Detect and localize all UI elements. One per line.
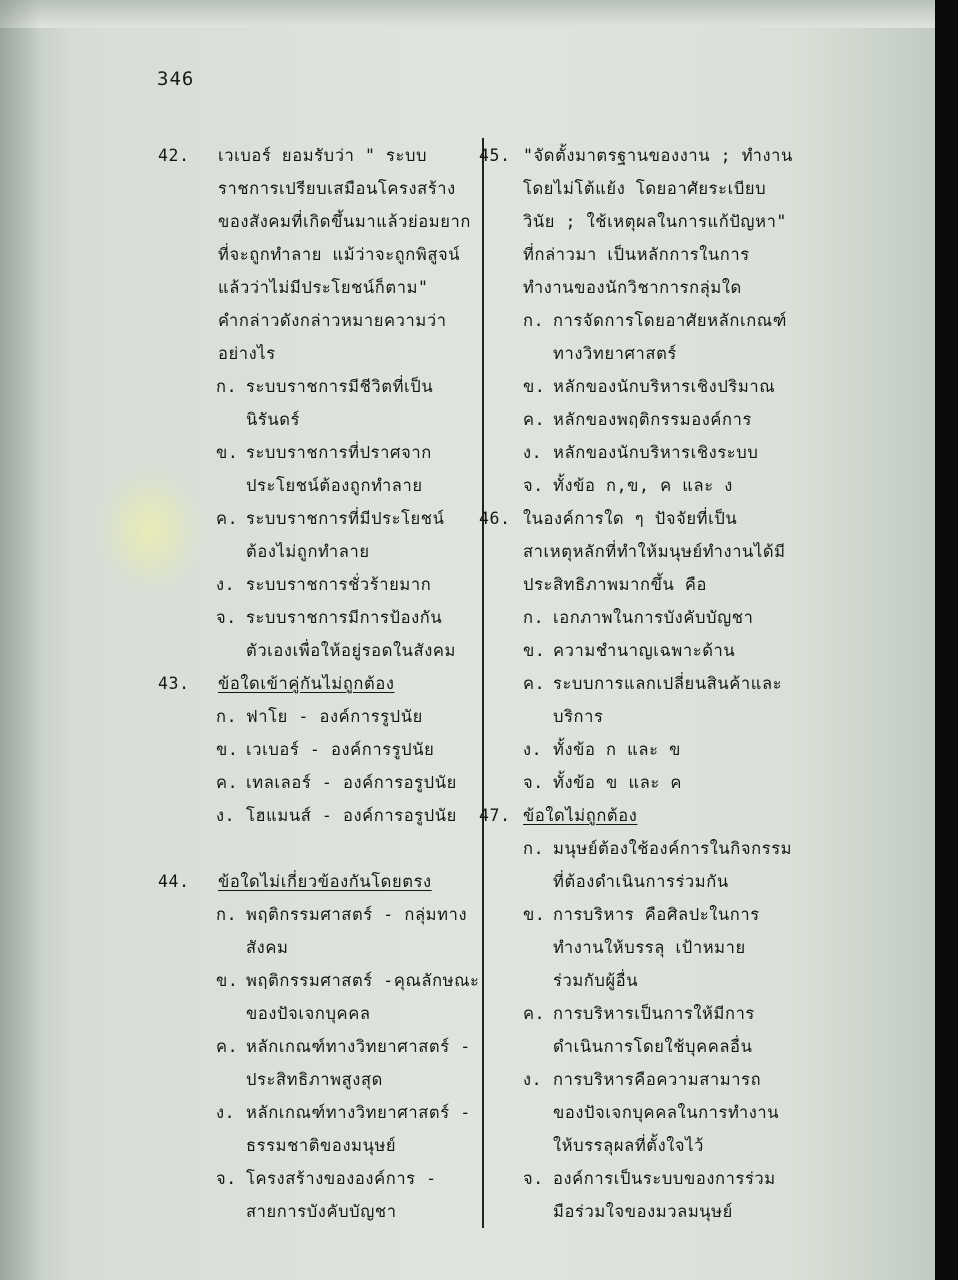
answer-option: [216, 802, 476, 835]
option-text: [553, 1066, 824, 1165]
question-text-line: วินัย ; ใช้เหตุผลในการแก้ปัญหา": [523, 212, 787, 231]
option-text-line: บริการ: [553, 707, 604, 726]
option-text-line: ของปัจเจกบุคคล: [246, 1004, 371, 1023]
option-text-line: ระบบราชการมีการป้องกัน: [246, 608, 443, 627]
question-stem: [523, 505, 824, 604]
blank-line: [158, 835, 476, 868]
option-text-line: ประสิทธิภาพสูงสุด: [246, 1070, 383, 1089]
question-45: [479, 142, 824, 505]
option-label: ข.: [216, 443, 239, 462]
answer-option: [523, 472, 824, 505]
question-text-line: อย่างไร: [218, 344, 276, 363]
answer-option: [523, 637, 824, 670]
question-text-line: เวเบอร์ ยอมรับว่า " ระบบ: [218, 146, 428, 165]
option-label: ค.: [216, 509, 239, 528]
option-text-line: หลักของพฤติกรรมองค์การ: [553, 410, 752, 429]
option-label: ข.: [523, 377, 546, 396]
answer-option: [216, 1165, 476, 1231]
option-text-line: ทั้งข้อ ก และ ข: [553, 740, 682, 759]
option-label: จ.: [523, 773, 544, 792]
question-text-line: ข้อใดไม่ถูกต้อง: [523, 806, 638, 825]
answer-option: [216, 505, 476, 571]
option-text-line: มนุษย์ต้องใช้องค์การในกิจกรรม: [553, 839, 793, 858]
answer-option: [216, 604, 476, 670]
question-42: [158, 142, 476, 670]
option-text-line: หลักเกณฑ์ทางวิทยาศาสตร์ -: [246, 1103, 471, 1122]
question-number: 43.: [158, 674, 190, 693]
option-label: จ.: [216, 1169, 237, 1188]
option-text: [553, 373, 824, 406]
option-text: [246, 802, 476, 835]
right-column: [479, 142, 824, 1231]
question-text-line: ประสิทธิภาพมากขึ้น คือ: [523, 575, 708, 594]
option-text-line: ทำงานให้บรรลุ เป้าหมาย: [553, 938, 746, 957]
option-text-line: ความชำนาญเฉพาะด้าน: [553, 641, 736, 660]
answer-option: [216, 373, 476, 439]
answer-option: [216, 901, 476, 967]
option-text-line: สังคม: [246, 938, 289, 957]
option-text: [553, 769, 824, 802]
option-label: ก.: [216, 905, 238, 924]
answer-option: [523, 1165, 824, 1231]
question-text-line: ที่กล่าวมา เป็นหลักการในการ: [523, 245, 750, 264]
option-text-line: เอกภาพในการบังคับบัญชา: [553, 608, 754, 627]
option-label: ง.: [523, 1070, 543, 1089]
option-text-line: ร่วมกับผู้อื่น: [553, 971, 639, 990]
answer-option: [523, 1000, 824, 1066]
question-number: 46.: [479, 509, 511, 528]
answer-option: [523, 604, 824, 637]
option-text: [246, 604, 476, 670]
option-label: ค.: [523, 1004, 546, 1023]
option-text-line: การบริหาร คือศิลปะในการ: [553, 905, 760, 924]
option-label: ง.: [216, 806, 236, 825]
option-text: [553, 604, 824, 637]
option-label: ข.: [216, 740, 239, 759]
option-text-line: ให้บรรลุผลที่ตั้งใจไว้: [553, 1136, 704, 1155]
option-text-line: การบริหารเป็นการให้มีการ: [553, 1004, 755, 1023]
option-text: [246, 1033, 476, 1099]
question-text-line: "จัดตั้งมาตรฐานของงาน ; ทำงาน: [523, 146, 793, 165]
question-number: 42.: [158, 146, 190, 165]
option-label: ก.: [216, 707, 238, 726]
option-text-line: เวเบอร์ - องค์การรูปนัย: [246, 740, 435, 759]
page-number: 346: [157, 68, 195, 90]
question-46: [479, 505, 824, 802]
option-label: ค.: [523, 674, 546, 693]
option-text-line: พฤติกรรมศาสตร์ -คุณลักษณะ: [246, 971, 480, 990]
answer-option: [523, 901, 824, 1000]
option-label: ค.: [216, 1037, 239, 1056]
option-text: [246, 901, 476, 967]
option-text-line: ระบบราชการที่มีประโยชน์: [246, 509, 445, 528]
option-text-line: สายการบังคับบัญชา: [246, 1202, 397, 1221]
option-text: [553, 637, 824, 670]
answer-option: [523, 439, 824, 472]
question-text-line: คำกล่าวดังกล่าวหมายความว่า: [218, 311, 447, 330]
option-text-line: ต้องไม่ถูกทำลาย: [246, 542, 370, 561]
option-text-line: ทั้งข้อ ก,ข, ค และ ง: [553, 476, 733, 495]
question-number: 45.: [479, 146, 511, 165]
question-text-line: ราชการเปรียบเสมือนโครงสร้าง: [218, 179, 456, 198]
question-47: [479, 802, 824, 1231]
answer-option: [216, 1099, 476, 1165]
question-stem: [523, 142, 824, 307]
option-text-line: ประโยชน์ต้องถูกทำลาย: [246, 476, 423, 495]
option-text: [246, 571, 476, 604]
option-text-line: ระบบการแลกเปลี่ยนสินค้าและ: [553, 674, 783, 693]
option-text: [246, 1099, 476, 1165]
option-label: ก.: [523, 311, 545, 330]
answer-option: [216, 703, 476, 736]
option-text: [246, 1165, 476, 1231]
option-label: จ.: [216, 608, 237, 627]
option-text: [246, 967, 480, 1033]
question-stem: [218, 142, 476, 373]
answer-option: [523, 736, 824, 769]
option-text-line: โครงสร้างขององค์การ -: [246, 1169, 437, 1188]
answer-option: [523, 1066, 824, 1165]
option-text-line: องค์การเป็นระบบของการร่วม: [553, 1169, 776, 1188]
answer-option: [523, 670, 824, 736]
option-text-line: ดำเนินการโดยใช้บุคคลอื่น: [553, 1037, 753, 1056]
option-text-line: ของปัจเจกบุคคลในการทำงาน: [553, 1103, 780, 1122]
option-text: [553, 439, 824, 472]
option-text-line: ระบบราชการมีชีวิตที่เป็น: [246, 377, 434, 396]
option-text-line: ทั้งข้อ ข และ ค: [553, 773, 683, 792]
option-text-line: หลักเกณฑ์ทางวิทยาศาสตร์ -: [246, 1037, 471, 1056]
question-43: [158, 670, 476, 835]
option-text-line: หลักของนักบริหารเชิงปริมาณ: [553, 377, 776, 396]
answer-option: [216, 769, 476, 802]
option-text: [553, 835, 824, 901]
option-text-line: นิรันดร์: [246, 410, 300, 429]
option-text: [553, 1165, 824, 1231]
option-text-line: ที่ต้องดำเนินการร่วมกัน: [553, 872, 729, 891]
option-text-line: ธรรมชาติของมนุษย์: [246, 1136, 397, 1155]
option-text: [246, 769, 476, 802]
option-text: [553, 670, 824, 736]
option-label: จ.: [523, 1169, 544, 1188]
answer-option: [216, 571, 476, 604]
option-text: [553, 736, 824, 769]
option-label: ง.: [523, 740, 543, 759]
answer-option: [523, 835, 824, 901]
question-stem: [218, 670, 476, 703]
question-text-line: ที่จะถูกทำลาย แม้ว่าจะถูกพิสูจน์: [218, 245, 461, 264]
question-number: 44.: [158, 872, 190, 891]
option-label: ก.: [523, 839, 545, 858]
question-text-line: สาเหตุหลักที่ทำให้มนุษย์ทำงานได้มี: [523, 542, 786, 561]
option-text: [553, 472, 824, 505]
option-label: ง.: [216, 575, 236, 594]
option-text: [246, 373, 476, 439]
option-text: [553, 901, 824, 1000]
option-text-line: หลักของนักบริหารเชิงระบบ: [553, 443, 759, 462]
option-text: [553, 1000, 824, 1066]
answer-option: [216, 439, 476, 505]
question-number: 47.: [479, 806, 511, 825]
option-label: ก.: [216, 377, 238, 396]
option-label: ข.: [523, 641, 546, 660]
option-text-line: การจัดการโดยอาศัยหลักเกณฑ์: [553, 311, 787, 330]
question-text-line: ข้อใดไม่เกี่ยวข้องกันโดยตรง: [218, 872, 432, 891]
left-column: [158, 142, 480, 1231]
answer-option: [523, 307, 824, 373]
option-text-line: โฮแมนส์ - องค์การอรูปนัย: [246, 806, 457, 825]
option-label: ก.: [523, 608, 545, 627]
question-text-line: ของสังคมที่เกิดขึ้นมาแล้วย่อมยาก: [218, 212, 471, 231]
question-stem: [523, 802, 824, 835]
option-text-line: ตัวเองเพื่อให้อยู่รอดในสังคม: [246, 641, 456, 660]
option-text: [553, 307, 824, 373]
option-text-line: การบริหารคือความสามารถ: [553, 1070, 762, 1089]
option-text-line: ระบบราชการชั่วร้ายมาก: [246, 575, 432, 594]
option-label: ค.: [523, 410, 546, 429]
answer-option: [216, 967, 480, 1033]
option-text-line: ระบบราชการที่ปราศจาก: [246, 443, 432, 462]
option-text-line: เทลเลอร์ - องค์การอรูปนัย: [246, 773, 457, 792]
option-text-line: ทางวิทยาศาสตร์: [553, 344, 677, 363]
option-text: [246, 736, 476, 769]
option-text-line: ฟาโย - องค์การรูปนัย: [246, 707, 423, 726]
option-text-line: พฤติกรรมศาสตร์ - กลุ่มทาง: [246, 905, 468, 924]
option-label: ง.: [216, 1103, 236, 1122]
option-text: [553, 406, 824, 439]
question-44: [158, 868, 480, 1231]
answer-option: [216, 1033, 476, 1099]
option-text-line: มือร่วมใจของมวลมนุษย์: [553, 1202, 733, 1221]
question-text-line: ข้อใดเข้าคู่กันไม่ถูกต้อง: [218, 674, 395, 693]
option-label: ค.: [216, 773, 239, 792]
option-label: ข.: [523, 905, 546, 924]
question-text-line: แล้วว่าไม่มีประโยชน์ก็ตาม": [218, 278, 429, 297]
answer-option: [523, 373, 824, 406]
answer-option: [523, 406, 824, 439]
option-label: ง.: [523, 443, 543, 462]
answer-option: [523, 769, 824, 802]
option-text: [246, 439, 476, 505]
answer-option: [216, 736, 476, 769]
question-text-line: ทำงานของนักวิชาการกลุ่มใด: [523, 278, 742, 297]
question-text-line: ในองค์การใด ๆ ปัจจัยที่เป็น: [523, 509, 738, 528]
option-text: [246, 703, 476, 736]
option-text: [246, 505, 476, 571]
option-label: ข.: [216, 971, 239, 990]
question-text-line: โดยไม่โต้แย้ง โดยอาศัยระเบียบ: [523, 179, 767, 198]
question-stem: [218, 868, 476, 901]
option-label: จ.: [523, 476, 544, 495]
